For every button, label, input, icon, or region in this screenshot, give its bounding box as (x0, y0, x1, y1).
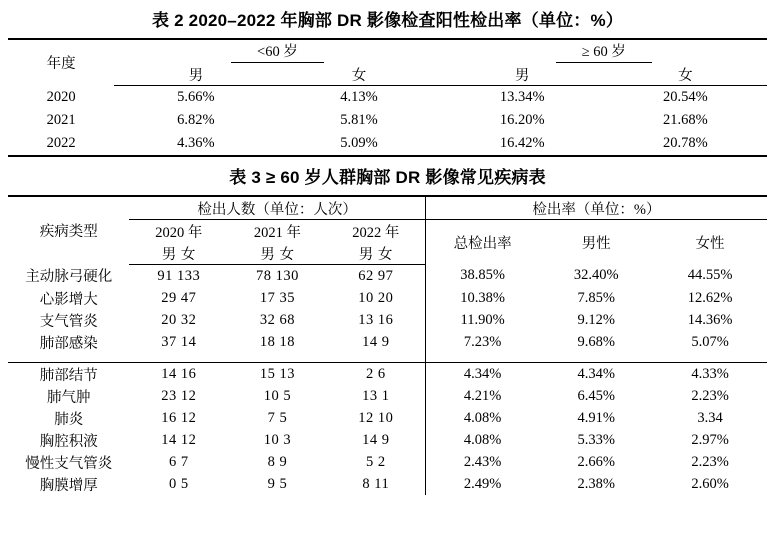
table-2-block (8, 0, 767, 157)
table-2-year: 2021 (46, 112, 76, 128)
table-3-disease-name: 胸膜增厚 (39, 477, 98, 494)
table-3-group-separator (8, 353, 767, 363)
table-2-u60-female-header: 女 (277, 63, 440, 86)
table-3-disease-type-header: 疾病类型 (8, 196, 129, 265)
separator-cell (539, 353, 653, 363)
table-3-sex-pair-2021: 男 女 (228, 242, 327, 265)
table-3-count-2021: 10 5 (263, 387, 292, 404)
table-3-count-2020: 0 5 (168, 475, 189, 492)
table-3-count-2020: 91 133 (157, 267, 201, 284)
table-3-male-rate: 2.66% (577, 453, 615, 470)
table-3-header-row-1 (8, 196, 767, 220)
table-3-male-rate: 5.33% (577, 431, 615, 448)
table-3-disease-name: 肺部结节 (39, 367, 98, 384)
table-3-count-2021: 10 3 (263, 431, 292, 448)
table-2 (8, 38, 767, 157)
table-3-male-rate: 2.38% (577, 475, 615, 492)
table-2-group-over60 (441, 39, 767, 63)
table-3-count-2020: 23 12 (161, 387, 197, 404)
table-3-total-rate: 11.90% (425, 309, 539, 331)
table-3-count-2022: 2 6 (366, 365, 386, 382)
table-3-disease-name: 支气管炎 (39, 313, 98, 330)
table-3-total-rate: 7.23% (425, 331, 539, 353)
table-3-male-rate: 7.85% (577, 289, 615, 306)
table-3-female-rate-header: 女性 (695, 235, 725, 252)
table-2-o60-male: 16.20% (499, 112, 545, 128)
table-3-male-rate-header: 男性 (581, 235, 611, 252)
table-3-male-rate: 4.91% (577, 409, 615, 426)
table-3-count-2022: 8 11 (362, 475, 390, 492)
separator-cell (653, 353, 767, 363)
table-2-year: 2020 (46, 88, 76, 105)
table-2-group-over60-label: ≥ 60 岁 (556, 40, 652, 63)
table-2-year: 2022 (8, 132, 114, 156)
table-3-disease-name: 肺炎 (54, 411, 84, 428)
table-3-male-rate: 32.40% (573, 267, 619, 284)
table-3-count-2021: 32 68 (259, 311, 295, 328)
table-2-u60-male: 4.36% (114, 132, 277, 156)
table-3-disease-name: 胸腔积液 (39, 433, 98, 450)
table-row (8, 309, 767, 331)
table-3-female-rate: 3.34 (697, 409, 723, 426)
table-2-group-under60-label: <60 岁 (231, 40, 324, 63)
table-3-count-group-header: 检出人数（单位：人次） (129, 196, 425, 220)
table-3-year-2021-header: 2021 年 (253, 224, 301, 241)
table-3-female-rate: 4.33% (691, 365, 729, 382)
table-3-female-rate: 14.36% (687, 311, 733, 328)
table-3-total-rate: 10.38% (425, 287, 539, 309)
table-3-male-rate: 9.68% (577, 333, 615, 350)
table-row (8, 473, 767, 495)
table-row (8, 407, 767, 429)
table-3-sex-pair-2022: 男 女 (327, 242, 426, 265)
table-row (8, 132, 767, 156)
table-2-group-under60 (114, 39, 440, 63)
table-2-u60-female: 5.81% (340, 112, 378, 128)
table-3-female-rate: 2.60% (691, 475, 729, 492)
table-row (8, 109, 767, 132)
table-2-u60-male: 5.66% (177, 89, 215, 105)
table-row (8, 265, 767, 288)
table-3-male-rate: 6.45% (577, 387, 615, 404)
table-3-disease-name: 肺气肿 (46, 389, 91, 406)
table-3-female-rate: 2.97% (691, 431, 729, 448)
table-3 (8, 195, 767, 495)
table-2-o60-male-header: 男 (441, 63, 604, 86)
table-3-total-rate: 38.85% (425, 265, 539, 288)
table-2-o60-female: 20.54% (663, 89, 708, 105)
table-3-female-rate: 2.23% (691, 453, 729, 470)
table-3-count-2022: 62 97 (358, 267, 394, 284)
table-3-female-rate: 5.07% (691, 333, 729, 350)
table-2-u60-male-header: 男 (114, 63, 277, 86)
separator-cell (327, 353, 426, 363)
table-2-u60-female: 5.09% (277, 132, 440, 156)
table-3-total-rate: 4.08% (425, 429, 539, 451)
table-row (8, 363, 767, 386)
separator-cell (425, 353, 539, 363)
table-3-year-2022-header: 2022 年 (352, 224, 400, 241)
table-2-o60-female: 21.68% (663, 112, 708, 128)
table-3-count-2020: 37 14 (161, 333, 197, 350)
table-3-count-2022: 13 1 (362, 387, 390, 404)
table-3-count-2021: 9 5 (267, 475, 288, 492)
table-3-count-2022: 5 2 (366, 453, 386, 470)
table-row (8, 385, 767, 407)
table-3-count-2021: 17 35 (259, 289, 295, 306)
separator-cell (8, 353, 129, 363)
table-3-disease-name: 心影增大 (39, 291, 98, 308)
table-3-disease-name: 主动脉弓硬化 (25, 269, 113, 286)
table-3-count-2021: 15 13 (259, 365, 295, 382)
table-3-count-2021: 7 5 (267, 409, 288, 426)
table-2-o60-female: 20.78% (604, 132, 767, 156)
table-row (8, 86, 767, 110)
table-3-disease-name: 慢性支气管炎 (25, 455, 113, 472)
table-3-disease-name: 肺部感染 (39, 335, 98, 352)
table-3-year-2020-header: 2020 年 (155, 224, 203, 241)
table-2-o60-male: 13.34% (499, 89, 545, 105)
table-3-total-rate: 4.34% (425, 363, 539, 386)
table-3-count-2022: 14 9 (362, 333, 390, 350)
table-row (8, 331, 767, 353)
table-3-count-2020: 20 32 (161, 311, 197, 328)
table-row (8, 451, 767, 473)
table-3-count-2020: 14 12 (161, 431, 197, 448)
table-3-sex-pair-2020: 男 女 (129, 242, 228, 265)
table-2-header-row-2 (8, 63, 767, 86)
table-row (8, 429, 767, 451)
table-3-total-rate: 4.21% (425, 385, 539, 407)
table-3-rate-group-header: 检出率（单位：%） (425, 196, 767, 220)
table-3-count-2022: 14 9 (362, 431, 390, 448)
table-3-total-rate: 2.43% (425, 451, 539, 473)
table-3-count-2020: 29 47 (161, 289, 197, 306)
table-2-o60-male: 16.42% (441, 132, 604, 156)
table-3-count-2020: 16 12 (161, 409, 197, 426)
table-3-female-rate: 44.55% (687, 267, 733, 284)
table-3-count-2020: 6 7 (168, 453, 189, 470)
table-2-title: 表 2 2020–2022 年胸部 DR 影像检查阳性检出率（单位：%） (151, 11, 624, 30)
table-3-female-rate: 12.62% (687, 289, 733, 306)
table-2-u60-male: 6.82% (177, 112, 215, 128)
separator-cell (228, 353, 327, 363)
table-2-u60-female: 4.13% (340, 89, 378, 105)
table-3-female-rate: 2.23% (691, 387, 729, 404)
table-3-total-rate-header: 总检出率 (425, 220, 539, 265)
table-2-header-row-1 (8, 39, 767, 63)
table-3-total-rate: 2.49% (425, 473, 539, 495)
table-2-year-header: 年度 (8, 39, 114, 86)
table-2-o60-female-header: 女 (604, 63, 767, 86)
table-3-count-2022: 13 16 (358, 311, 394, 328)
table-row (8, 287, 767, 309)
table-3-count-2020: 14 16 (161, 365, 197, 382)
table-3-count-2021: 18 18 (259, 333, 295, 350)
table-3-title: 表 3 ≥ 60 岁人群胸部 DR 影像常见疾病表 (229, 168, 546, 187)
table-3-male-rate: 4.34% (577, 365, 615, 382)
table-3-total-rate: 4.08% (425, 407, 539, 429)
table-3-count-2021: 8 9 (267, 453, 288, 470)
table-3-male-rate: 9.12% (577, 311, 615, 328)
table-3-count-2022: 10 20 (358, 289, 394, 306)
table-3-count-2021: 78 130 (255, 267, 299, 284)
separator-cell (129, 353, 228, 363)
table-3-count-2022: 12 10 (358, 409, 394, 426)
table-3-block (8, 157, 767, 495)
